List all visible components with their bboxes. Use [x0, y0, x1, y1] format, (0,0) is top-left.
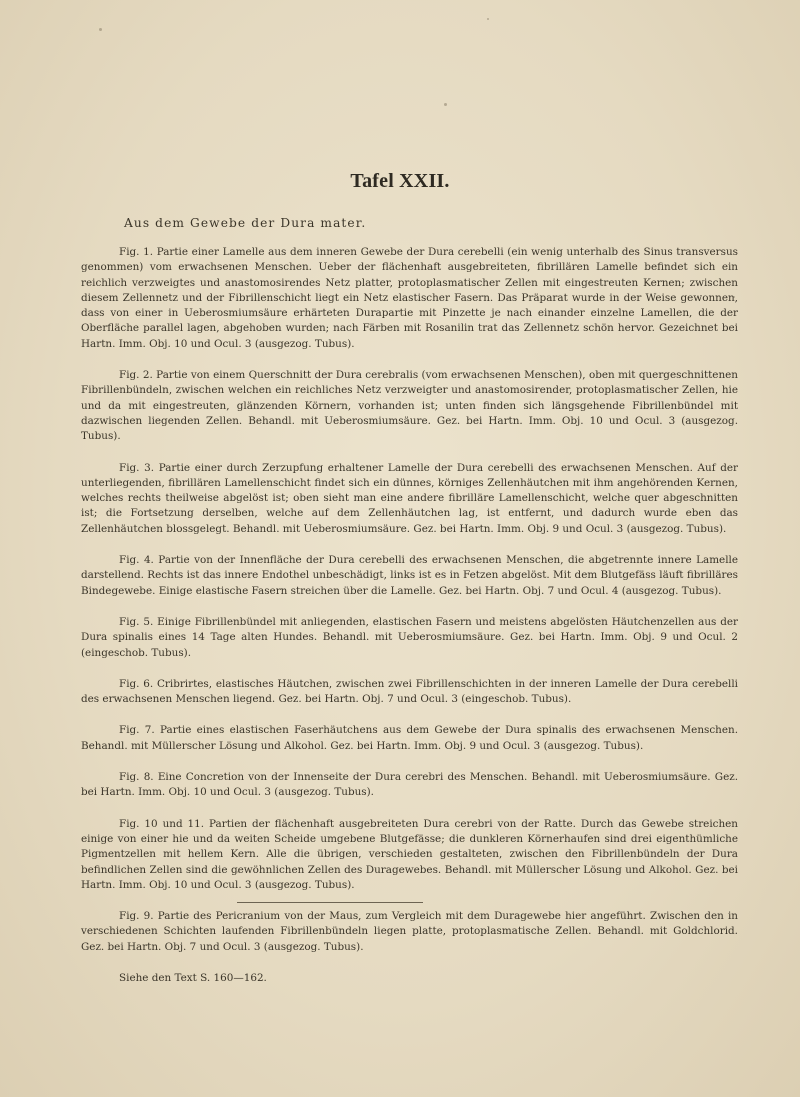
caption-fig-10-11: Fig. 10 und 11. Partien der flächenhaft ausgebreiteten Dura cerebri von der Ratte. Durch das Gewebe streichen einige von einer hie und da weiten Scheide umgebene Blutgefässe; die dunkleren Körnerhaufen sind drei eigenthümliche Pigmentzellen mit hellem Kern. Alle die übrigen, verschieden gestalteten, zwischen den Fibrillenbündeln der Dura befindlichen Zellen sind die gewöhnlichen Zellen des Duragewebes. Behandl. mit Müllerscher Lösung und Alkohol. Gez. bei Hartn. Imm. Obj. 10 und Ocul. 3 (ausgezog. Tubus).	[81, 817, 738, 891]
caption-fig-5: Fig. 5. Einige Fibrillenbündel mit anliegenden, elastischen Fasern und meistens abgelösten Häutchenzellen aus der Dura spinalis eines 14 Tage alten Hundes. Behandl. mit Ueberosmiumsäure. Gez. bei Hartn. Imm. Obj. 9 und Ocul. 2 (eingeschob. Tubus).	[81, 615, 738, 659]
caption-fig-6: Fig. 6. Cribrirtes, elastisches Häutchen, zwischen zwei Fibrillenschichten in der inneren Lamelle der Dura cerebelli des erwachsenen Menschen liegend. Gez. bei Hartn. Obj. 7 und Ocul. 3 (eingeschob. Tubus).	[81, 677, 738, 706]
caption-fig-9: Fig. 9. Partie des Pericranium von der Maus, zum Vergleich mit dem Duragewebe hier angeführt. Zwischen den in verschiedenen Schichten laufenden Fibrillenbündeln liegen platte, protoplasmatische Zellen. Behandl. mit Goldchlorid. Gez. bei Hartn. Obj. 7 und Ocul. 3 (ausgezog. Tubus).	[81, 910, 738, 953]
caption-fig-7: Fig. 7. Partie eines elastischen Faserhäutchens aus dem Gewebe der Dura spinalis des erwachsenen Menschen. Behandl. mit Müllerscher Lösung und Alkohol. Gez. bei Hartn. Imm. Obj. 9 und Ocul. 3 (ausgezog. Tubus).	[81, 724, 738, 752]
caption-fig-4: Fig. 4. Partie von der Innenfläche der Dura cerebelli des erwachsenen Menschen, die abgetrennte innere Lamelle darstellend. Rechts ist das innere Endothel unbeschädigt, links ist es in Fetzen abgelöst. Mit dem Blutgefäss läuft fibrilläres Bindegewebe. Einige elastische Fasern streichen über die Lamelle. Gez. bei Hartn. Obj. 7 und Ocul. 4 (ausgezog. Tubus).	[81, 554, 738, 597]
plate-title: Tafel XXII.	[350, 170, 450, 192]
plate-subtitle: Aus dem Gewebe der Dura mater.	[124, 216, 367, 230]
paper-speck	[444, 103, 447, 106]
text-reference: Siehe den Text S. 160—162.	[119, 971, 267, 984]
caption-fig-2: Fig. 2. Partie von einem Querschnitt der Dura cerebralis (vom erwachsenen Menschen), oben mit quergeschnittenen Fibrillenbündeln, zwischen welchen ein reichliches Netz verzweigter und anastomosirender, protoplasmatischer Zellen, hie und da mit eingestreuten, glänzenden Körnern, vorhanden ist; unten finden sich längsgehende Fibrillenbündel mit dazwischen liegenden Zellen. Behandl. mit Ueberosmiumsäure. Gez. bei Hartn. Imm. Obj. 10 und Ocul. 3 (ausgezog. Tubus).	[81, 369, 738, 443]
paper-speck	[487, 18, 489, 20]
caption-fig-8: Fig. 8. Eine Concretion von der Innenseite der Dura cerebri des Menschen. Behandl. mit Ueberosmiumsäure. Gez. bei Hartn. Imm. Obj. 10 und Ocul. 3 (ausgezog. Tubus).	[81, 771, 738, 799]
divider-rule	[237, 902, 423, 903]
caption-fig-3: Fig. 3. Partie einer durch Zerzupfung erhaltener Lamelle der Dura cerebelli des erwachsenen Menschen. Auf der unterliegenden, fibrillären Lamellenschicht findet sich ein dünnes, körniges Zellenhäutchen mit ihm angehörenden Kernen, welches rechts theilweise abgelöst ist; oben sieht man eine andere fibrilläre Lamellenschicht, welche quer abgeschnitten ist; die Fortsetzung derselben, welche auf dem Zellenhäutchen lag, ist entfernt, und dadurch wurde eben das Zellenhäutchen blossgelegt. Behandl. mit Ueberosmiumsäure. Gez. bei Hartn. Imm. Obj. 9 und Ocul. 3 (ausgezog. Tubus).	[81, 461, 738, 535]
figure-captions	[81, 245, 738, 986]
paper-speck	[99, 28, 102, 31]
caption-fig-1: Fig. 1. Partie einer Lamelle aus dem inneren Gewebe der Dura cerebelli (ein wenig unterhalb des Sinus transversus genommen) vom erwachsenen Menschen. Ueber der flächenhaft ausgebreiteten, fibrillären Lamelle befindet sich ein reichlich verzweigtes und anastomosirendes Netz platter, protoplasmatischer Zellen mit eingestreuten Kernen; zwischen diesem Zellennetz und der Fibrillenschicht liegt ein Netz elastischer Fasern. Das Präparat wurde in der Weise gewonnen, dass von einer in Ueberosmiumsäure erhärteten Durapartie mit Pinzette je nach einander einzelne Lamellen, die der Oberfläche parallel lagen, abgehoben wurden; nach Färben mit Rosanilin trat das Zellennetz schön hervor. Gezeichnet bei Hartn. Imm. Obj. 10 und Ocul. 3 (ausgezog. Tubus).	[81, 246, 738, 350]
